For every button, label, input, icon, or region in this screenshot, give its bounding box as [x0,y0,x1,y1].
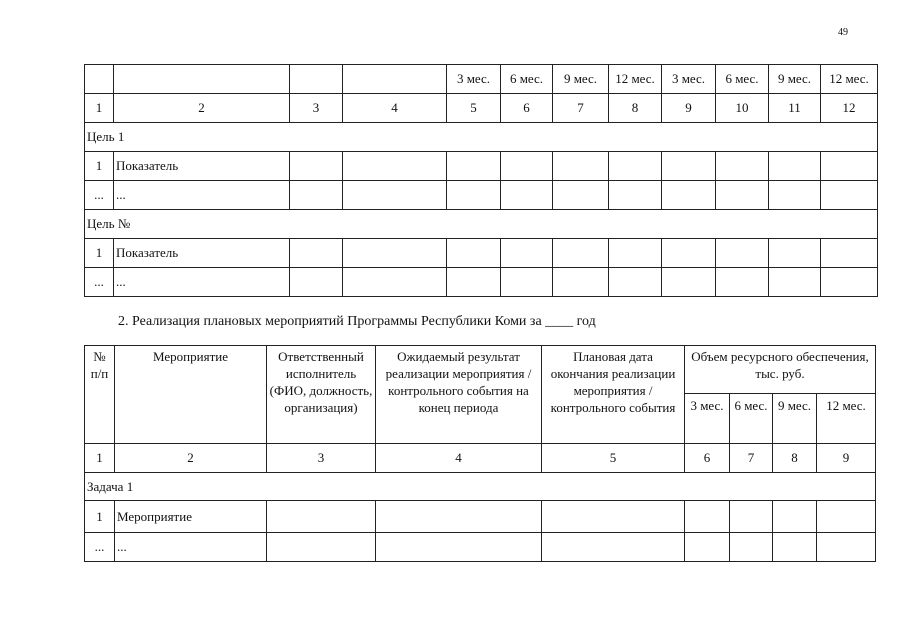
indicator-label: ... [114,268,290,297]
column-number: 8 [773,444,817,473]
indicators-table [84,64,878,297]
row-number: ... [85,533,115,562]
row-number: 1 [85,239,114,268]
column-number: 5 [542,444,685,473]
column-number: 1 [85,94,114,123]
measure-header: Мероприятие [115,346,267,444]
goal-row [85,123,878,152]
result-header: Ожидаемый результат реализации мероприятия / контрольного события на конец периода [376,346,542,444]
section-title: 2. Реализация плановых мероприятий Программы Республики Коми за ____ год [118,314,596,329]
period-header: 6 мес. [716,65,769,94]
column-number: 2 [115,444,267,473]
period-header: 12 мес. [817,394,876,444]
period-header: 6 мес. [501,65,553,94]
row-number: 1 [85,152,114,181]
column-number: 8 [609,94,662,123]
indicator-label: ... [114,181,290,210]
column-number: 6 [685,444,730,473]
date-header: Плановая дата окончания реализации мероприятия / контрольного события [542,346,685,444]
column-number: 6 [501,94,553,123]
period-header: 9 мес. [769,65,821,94]
column-number: 4 [343,94,447,123]
column-number: 9 [817,444,876,473]
volume-header: Объем ресурсного обеспечения, тыс. руб. [685,346,876,394]
column-number: 9 [662,94,716,123]
period-header: 3 мес. [447,65,501,94]
column-number: 1 [85,444,115,473]
goal-title: Цель № [85,210,878,239]
measures-table [84,345,876,562]
column-number: 4 [376,444,542,473]
measure-row [85,501,876,533]
measure-row [85,533,876,562]
page-number: 49 [838,27,848,38]
column-number: 7 [730,444,773,473]
indicator-row [85,268,878,297]
column-number: 12 [821,94,878,123]
measure-label: Мероприятие [115,501,267,533]
column-number: 11 [769,94,821,123]
row-number: ... [85,268,114,297]
num-header: № п/п [85,346,115,444]
indicator-label: Показатель [114,152,290,181]
period-header: 12 мес. [609,65,662,94]
indicator-row [85,152,878,181]
period-header: 12 мес. [821,65,878,94]
period-header: 9 мес. [553,65,609,94]
column-number: 5 [447,94,501,123]
measure-label: ... [115,533,267,562]
indicator-row [85,181,878,210]
row-number: 1 [85,501,115,533]
column-number: 3 [290,94,343,123]
row-number: ... [85,181,114,210]
period-header: 9 мес. [773,394,817,444]
task-title: Задача 1 [85,473,876,501]
header-row [85,346,876,394]
period-header-row [85,65,878,94]
column-number-row [85,444,876,473]
goal-title: Цель 1 [85,123,878,152]
period-header: 3 мес. [685,394,730,444]
goal-row [85,210,878,239]
executor-header: Ответственный исполнитель (ФИО, должность, организация) [267,346,376,444]
period-header: 6 мес. [730,394,773,444]
period-header: 3 мес. [662,65,716,94]
indicator-label: Показатель [114,239,290,268]
column-number: 7 [553,94,609,123]
column-number-row [85,94,878,123]
task-row [85,473,876,501]
column-number: 3 [267,444,376,473]
column-number: 2 [114,94,290,123]
column-number: 10 [716,94,769,123]
indicator-row [85,239,878,268]
